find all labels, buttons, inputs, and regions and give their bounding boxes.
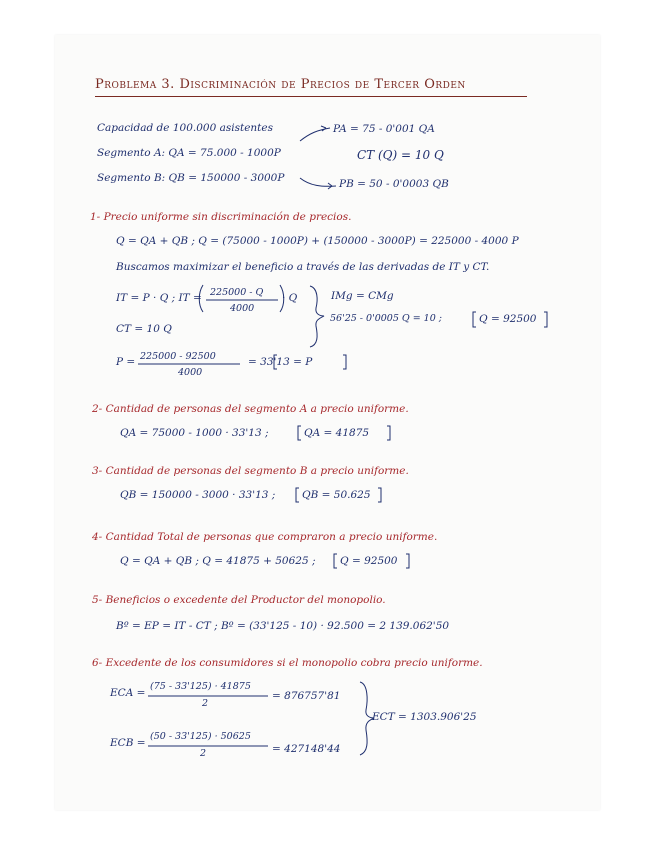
it-denominator: 4000 <box>230 303 255 314</box>
section-5-heading: 5- Beneficios o excedente del Productor del monopolio. <box>92 594 386 606</box>
p-left: P = <box>116 356 136 368</box>
eca-label: ECA = <box>110 687 146 699</box>
eca-numerator: (75 - 33'125) · 41875 <box>150 681 251 692</box>
ecb-denominator: 2 <box>200 748 207 759</box>
ecb-numerator: (50 - 33'125) · 50625 <box>150 731 251 742</box>
section-1-heading: 1- Precio uniforme sin discriminación de precios. <box>90 211 352 223</box>
ec-total: ECT = 1303.906'25 <box>372 711 477 723</box>
eca-value: = 876757'81 <box>272 690 341 702</box>
section-4-line-1: Q = QA + QB ; Q = 41875 + 50625 ; <box>120 555 316 567</box>
inverse-demand-a: PA = 75 - 0'001 QA <box>333 123 435 135</box>
section-4-heading: 4- Cantidad Total de personas que compraron a precio uniforme. <box>92 531 438 543</box>
arrow-to-pa <box>300 128 330 141</box>
section-2-heading: 2- Cantidad de personas del segmento A a precio uniforme. <box>92 403 409 415</box>
section-1-line-2: Buscamos maximizar el beneficio a través de las derivadas de IT y CT. <box>116 261 490 273</box>
section-3-heading: 3- Cantidad de personas del segmento B a precio uniforme. <box>92 465 409 477</box>
section-5-line-1: Bº = EP = IT - CT ; Bº = (33'125 - 10) · 92.500 = 2 139.062'50 <box>116 620 450 632</box>
section-1-line-1: Q = QA + QB ; Q = (75000 - 1000P) + (150000 - 3000P) = 225000 - 4000 P <box>116 235 519 247</box>
page-title: Problema 3. Discriminación de Precios de Tercer Orden <box>95 77 466 92</box>
derivative-equation: 56'25 - 0'0005 Q = 10 ; <box>330 313 442 324</box>
segment-a-demand: Segmento A: QA = 75.000 - 1000P <box>97 147 281 159</box>
ct-line: CT = 10 Q <box>116 323 172 335</box>
section-3-result: QB = 50.625 <box>302 489 371 501</box>
segment-b-demand: Segmento B: QB = 150000 - 3000P <box>97 172 285 184</box>
section-3-line-1: QB = 150000 - 3000 · 33'13 ; <box>120 489 276 501</box>
eca-denominator: 2 <box>202 698 209 709</box>
capacity-text: Capacidad de 100.000 asistentes <box>97 122 273 134</box>
it-right: · Q <box>282 292 298 304</box>
p-numerator: 225000 - 92500 <box>140 351 216 362</box>
section-4-result: Q = 92500 <box>340 555 398 567</box>
ecb-value: = 427148'44 <box>272 743 341 755</box>
q-uniform-result: Q = 92500 <box>479 313 537 325</box>
section-2-result: QA = 41875 <box>304 427 370 439</box>
section-6-heading: 6- Excedente de los consumidores si el monopolio cobra precio uniforme. <box>92 657 483 669</box>
p-result: = 33'13 = P <box>248 356 313 368</box>
ecb-label: ECB = <box>110 737 146 749</box>
inverse-demand-b: PB = 50 - 0'0003 QB <box>339 178 449 190</box>
marginal-condition: IMg = CMg <box>331 290 394 302</box>
cost-function: CT (Q) = 10 Q <box>357 148 444 162</box>
it-numerator: 225000 - Q <box>210 287 264 298</box>
section-2-line-1: QA = 75000 - 1000 · 33'13 ; <box>120 427 269 439</box>
it-left: IT = P · Q ; IT = <box>116 292 202 304</box>
p-denominator: 4000 <box>178 367 203 378</box>
